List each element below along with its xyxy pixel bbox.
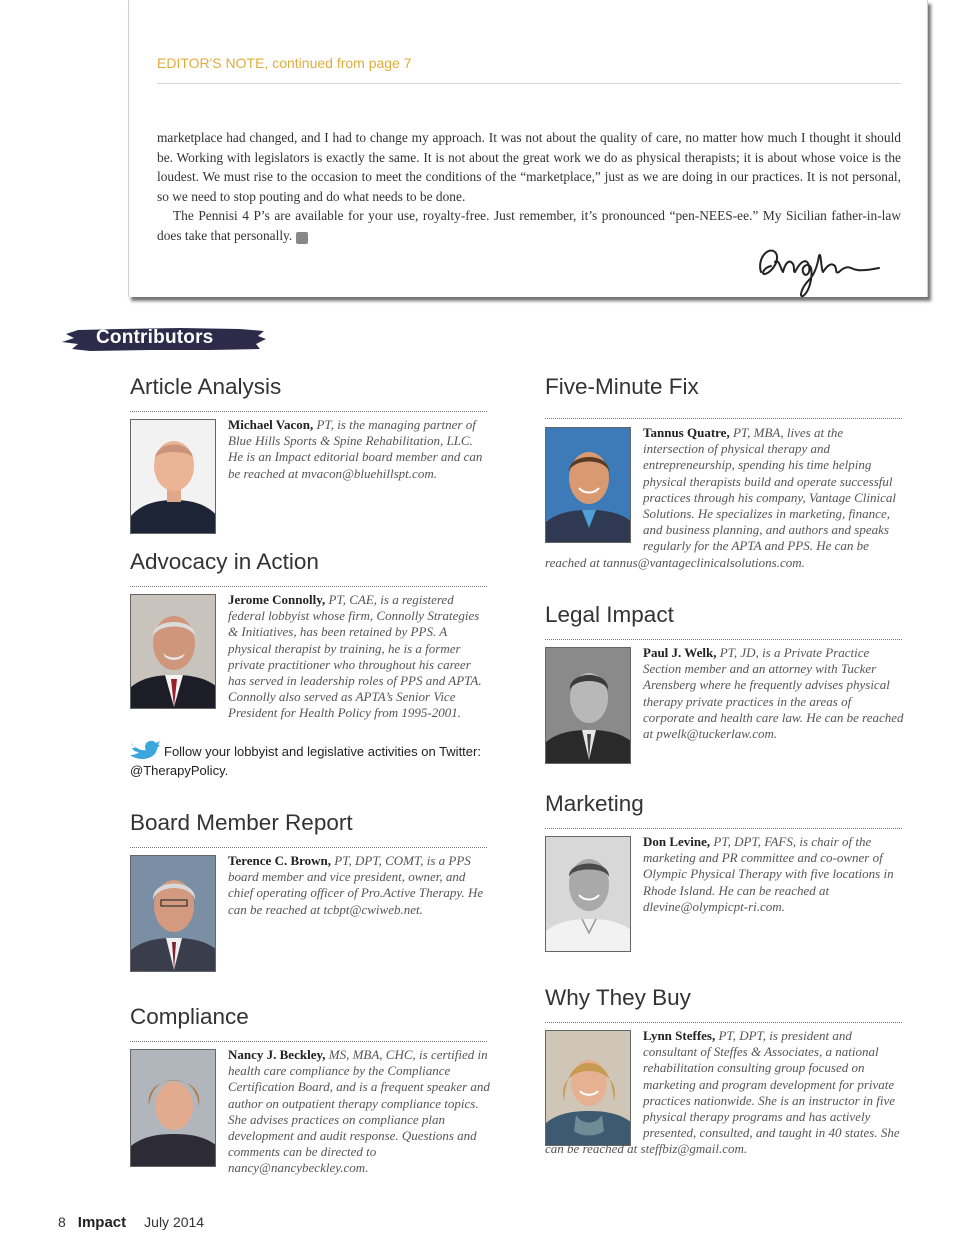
editors-note-heading: EDITOR'S NOTE, continued from page 7 — [157, 55, 901, 84]
section-title: Advocacy in Action — [130, 549, 319, 574]
divider — [545, 418, 902, 419]
contributor-name: Michael Vacon, — [228, 417, 314, 432]
divider — [545, 828, 902, 829]
divider — [130, 586, 487, 587]
section-title: Compliance — [130, 1004, 249, 1029]
twitter-bird-icon — [130, 739, 160, 763]
editors-note-body — [157, 128, 901, 246]
section-legal-impact — [545, 602, 905, 772]
section-title: Why They Buy — [545, 985, 691, 1010]
section-advocacy-in-action — [130, 549, 490, 789]
contributor-bio: Lynn Steffes, PT, DPT, is president and consultant of Steffes & Associates, a national rehabilitation consulting group focused on marketing and program development for private practices nationwide. She is an instructor in five physical therapy programs and has actively presented, consulted, and taught in 40 states. She can be reached at steffbiz@gmail.com. — [545, 1028, 900, 1157]
end-mark-icon: I — [296, 232, 308, 244]
editors-note-paragraph: marketplace had changed, and I had to change my approach. It was not about the quality of care, no matter how much I thought it should be. Working with legislators is exactly the same. It is not about the great work we do as physical therapists; it is about whose voice is the loudest. We must rise to the occasion to meet the conditions of the “marketplace,” just as we are doing in our practices. It is not personal, so we need to stop pouting and do what needs to be done. — [157, 130, 901, 204]
section-five-minute-fix — [545, 374, 905, 584]
page-footer — [58, 1214, 204, 1231]
section-board-member-report — [130, 810, 490, 980]
section-title: Board Member Report — [130, 810, 353, 835]
contributor-bio: Nancy J. Beckley, MS, MBA, CHC, is certified in health care compliance by the Compliance Certification Board, and is a frequent speaker and author on outpatient therapy compliance topics. She advises practices on compliance plan development and audit response. Questions and comments can be directed to nancy@nancybeckley.com. — [228, 1047, 490, 1176]
contributor-name: Don Levine, — [643, 834, 711, 849]
contributor-bio: Don Levine, PT, DPT, FAFS, is chair of the marketing and PR committee and co-owner of Olympic Physical Therapy with five locations in Rhode Island. He can be reached at dlevine@olympicpt-ri.com. — [643, 834, 894, 914]
page-number: 8 — [58, 1214, 66, 1230]
twitter-note: Follow your lobbyist and legislative activities on Twitter: @TherapyPolicy. — [130, 739, 490, 779]
section-why-they-buy — [545, 985, 905, 1185]
signature-icon — [749, 232, 899, 302]
contributors-banner — [60, 324, 270, 354]
contributor-name: Tannus Quatre, — [643, 425, 730, 440]
section-article-analysis — [130, 374, 490, 544]
section-title: Article Analysis — [130, 374, 282, 399]
contributor-bio: Michael Vacon, PT, is the managing partner of Blue Hills Sports & Spine Rehabilitation, LLC. He is an Impact editorial board member and can be reached at mvacon@bluehillspt.com. — [228, 417, 483, 481]
section-title: Marketing — [545, 791, 644, 816]
contributor-name: Paul J. Welk, — [643, 645, 717, 660]
divider — [130, 1041, 487, 1042]
contributor-bio: Terence C. Brown, PT, DPT, COMT, is a PPS board member and vice president, owner, and chief operating officer of Pro.Active Therapy. He can be reached at tcbpt@cwiweb.net. — [228, 853, 484, 917]
contributor-name: Jerome Connolly, — [228, 592, 326, 607]
section-compliance — [130, 1004, 490, 1184]
section-marketing — [545, 791, 905, 961]
divider — [545, 1022, 902, 1023]
editors-note-card — [128, 0, 928, 297]
magazine-name: Impact — [77, 1214, 127, 1231]
contributor-bio: Tannus Quatre, PT, MBA, lives at the intersection of physical therapy and entrepreneurship, spending his time helping physical therapists build and operate successful practices through his company, Vantage Clinical Solutions. He specializes in marketing, finance, and business planning, and authors and speaks regularly for the APTA and PPS. He can be reached at tannus@vantageclinicalsolutions.com. — [545, 425, 896, 570]
contributor-name: Nancy J. Beckley, — [228, 1047, 326, 1062]
divider — [545, 639, 902, 640]
section-title: Legal Impact — [545, 602, 674, 627]
contributor-name: Lynn Steffes, — [643, 1028, 716, 1043]
contributor-bio: Paul J. Welk, PT, JD, is a Private Practice Section member and an attorney with Tucker Arensberg where he frequently advises physical therapy private practices in the areas of corporate and health care law. He can be reached at pwelk@tuckerlaw.com. — [643, 645, 904, 742]
contributors-label: Contributors — [96, 327, 214, 348]
divider — [130, 847, 487, 848]
contributor-name: Terence C. Brown, — [228, 853, 332, 868]
contributor-bio: Jerome Connolly, PT, CAE, is a registered federal lobbyist whose firm, Connolly Strategies & Initiatives, has been retained by PPS. A physical therapist by training, he is a former private practitioner who throughout his career has served in leadership roles of PPS and APTA. Connolly also served as APTA’s Senior Vice President for Health Policy from 1995-2001. — [228, 592, 482, 721]
section-title: Five-Minute Fix — [545, 374, 699, 399]
editors-note-paragraph: The Pennisi 4 P’s are available for your use, royalty-free. Just remember, it’s pronounced “pen-NEES-ee.” My Sicilian father-in-law does take that personally. I — [157, 208, 901, 243]
signature — [749, 232, 899, 302]
issue-date: July 2014 — [144, 1214, 205, 1230]
divider — [130, 411, 487, 412]
